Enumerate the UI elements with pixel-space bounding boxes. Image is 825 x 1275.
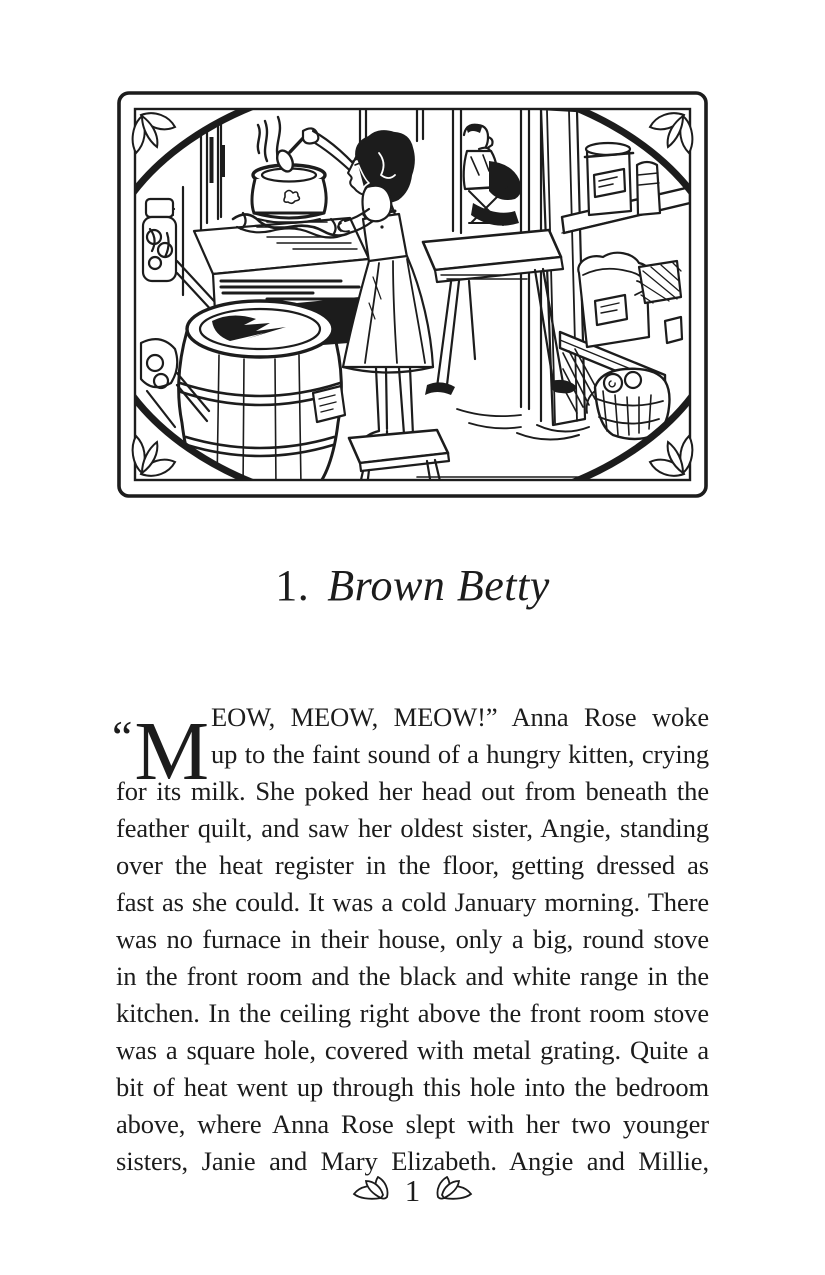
chapter-heading <box>0 556 825 616</box>
text-line: was a square hole, covered with metal grating. Quite a <box>116 1035 709 1065</box>
text-line: was no furnace in their house, only a big, round stove <box>116 924 709 954</box>
leaf-ornament-right-icon <box>434 1176 474 1206</box>
cellar-scene-drawing <box>117 91 708 498</box>
chapter-number: 1. <box>275 561 310 610</box>
text-line: EOW, MEOW, MEOW!” Anna Rose woke <box>211 702 709 732</box>
page-footer <box>0 1168 825 1214</box>
dropcap-letter: M <box>134 705 210 798</box>
chapter-illustration <box>117 91 708 498</box>
text-line: above, where Anna Rose slept with her two younger <box>116 1109 709 1139</box>
opening-quote: “ <box>112 711 133 762</box>
leaf-ornament-left-icon <box>351 1176 391 1206</box>
dropcap <box>112 698 210 798</box>
page-number: 1 <box>404 1173 421 1208</box>
text-line: fast as she could. It was a cold January morning. There <box>116 887 709 917</box>
text-line: bit of heat went up through this hole into the bedroom <box>116 1072 709 1102</box>
text-line: sisters, Janie and Mary Elizabeth. Angie and Millie, <box>116 1146 709 1176</box>
text-line: kitchen. In the ceiling right above the front room stove <box>116 998 709 1028</box>
body-text <box>112 699 709 1180</box>
text-line: feather quilt, and saw her oldest sister, Angie, standing <box>116 813 709 843</box>
text-line: in the front room and the black and white range in the <box>116 961 709 991</box>
chapter-title: Brown Betty <box>327 561 550 610</box>
text-line: up to the faint sound of a hungry kitten, crying <box>211 739 709 769</box>
text-line: for its milk. She poked her head out from beneath the <box>116 776 709 806</box>
text-line: over the heat register in the floor, getting dressed as <box>116 850 709 880</box>
